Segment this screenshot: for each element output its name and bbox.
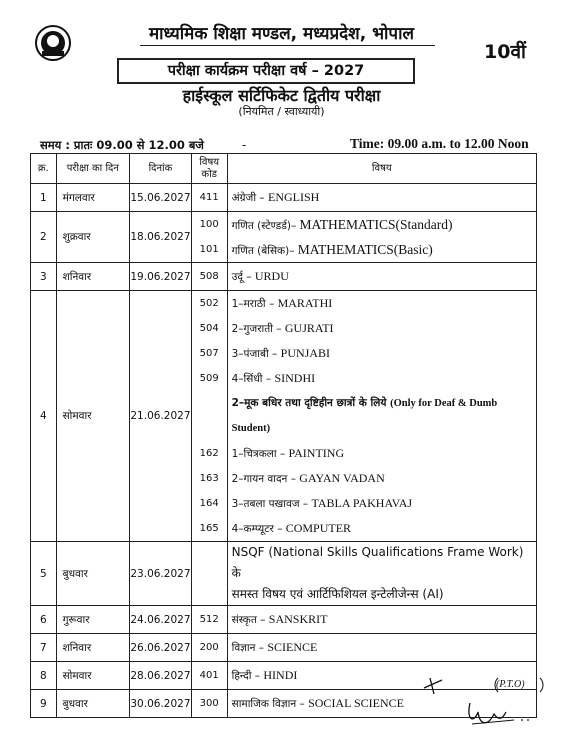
row-date: 28.06.2027 — [130, 662, 192, 690]
table-row — [31, 184, 537, 212]
grade-label: 10वीं — [484, 41, 526, 63]
row-subject: 1–चित्रकला – PAINTING — [231, 446, 345, 460]
row-code: 508 — [199, 271, 219, 282]
row-code: 502 — [199, 298, 219, 309]
table-row — [31, 606, 537, 634]
row-subject: हिन्दी – HINDI — [231, 668, 298, 682]
row-subject: समस्त विषय एवं आर्टिफिशियल इन्टेलीजेन्स (AI) — [231, 587, 444, 601]
table-row — [31, 634, 537, 662]
row-day: बुधवार — [56, 690, 129, 718]
row-serial: 5 — [31, 542, 57, 606]
row-serial: 6 — [31, 606, 57, 634]
row-code: 300 — [199, 698, 219, 709]
row-serial: 2 — [31, 212, 57, 263]
row-subject: 2–गायन वादन – GAYAN VADAN — [231, 471, 385, 485]
row-day: सोमवार — [56, 662, 129, 690]
handwritten-signature — [390, 668, 550, 738]
row-day: मंगलवार — [56, 184, 129, 212]
row-subject: 3–पंजाबी – PUNJABI — [231, 346, 330, 360]
row-subject: NSQF (National Skills Qualifications Frame Work) के — [231, 545, 524, 580]
col-subject: विषय — [227, 154, 536, 184]
table-row — [31, 212, 537, 263]
row-day: शनिवार — [56, 263, 129, 291]
row-subject-note: Student) — [231, 423, 271, 434]
time-separator: - — [242, 138, 247, 152]
row-subject: विज्ञान – SCIENCE — [231, 640, 318, 654]
row-subject: सामाजिक विज्ञान – SOCIAL SCIENCE — [231, 696, 404, 710]
row-code: 512 — [199, 614, 219, 625]
row-day: गुरूवार — [56, 606, 129, 634]
time-english: Time: 09.00 a.m. to 12.00 Noon — [350, 136, 529, 151]
row-date: 18.06.2027 — [130, 212, 192, 263]
row-code: 200 — [199, 642, 219, 653]
row-subject: अंग्रेजी – ENGLISH — [231, 190, 320, 204]
time-hindi: समय : प्रातः 09.00 से 12.00 बजे — [40, 138, 204, 152]
row-serial: 7 — [31, 634, 57, 662]
row-day: सोमवार — [56, 291, 129, 542]
row-code: 411 — [199, 192, 219, 203]
row-date: 21.06.2027 — [130, 291, 192, 542]
row-subject: 4–सिंधी – SINDHI — [231, 371, 316, 385]
schedule-title: परीक्षा कार्यक्रम परीक्षा वर्ष – 2027 — [117, 58, 415, 84]
row-serial: 9 — [31, 690, 57, 718]
row-day: शुक्रवार — [56, 212, 129, 263]
row-serial: 8 — [31, 662, 57, 690]
col-date: दिनांक — [130, 154, 192, 184]
row-date: 24.06.2027 — [130, 606, 192, 634]
col-day: परीक्षा का दिन — [56, 154, 129, 184]
row-serial: 1 — [31, 184, 57, 212]
row-subject: 4–कम्प्यूटर – COMPUTER — [231, 521, 352, 535]
row-subject: गणित (बेसिक)– MATHEMATICS(Basic) — [231, 242, 433, 257]
row-code: 164 — [199, 498, 219, 509]
table-header-row — [31, 154, 537, 184]
row-date: 23.06.2027 — [130, 542, 192, 606]
row-code: 100 — [199, 219, 219, 230]
row-subject: गणित (स्टेण्डर्ड)– MATHEMATICS(Standard) — [231, 217, 453, 232]
row-subject: उर्दू – URDU — [231, 269, 289, 283]
table-row — [31, 263, 537, 291]
row-day: शनिवार — [56, 634, 129, 662]
row-subject: 2–गुजराती – GUJRATI — [231, 321, 334, 335]
pto-note: (P.T.O) — [496, 679, 525, 690]
col-serial: क्र. — [31, 154, 57, 184]
table-row — [31, 291, 537, 542]
row-date: 19.06.2027 — [130, 263, 192, 291]
table-row — [31, 542, 537, 606]
row-subject: 3–तबला पखावज – TABLA PAKHAVAJ — [231, 496, 413, 510]
board-name: माध्यमिक शिक्षा मण्डल, मध्यप्रदेश, भोपाल — [148, 24, 415, 44]
exam-title: हाईस्कूल सर्टिफिकेट द्वितीय परीक्षा — [182, 86, 381, 105]
row-subject: संस्कृत – SANSKRIT — [231, 612, 328, 626]
row-serial: 4 — [31, 291, 57, 542]
row-code: 507 — [199, 348, 219, 359]
row-date: 15.06.2027 — [130, 184, 192, 212]
row-code: 101 — [199, 244, 219, 255]
row-serial: 3 — [31, 263, 57, 291]
exam-schedule-table — [30, 153, 537, 718]
row-code: 163 — [199, 473, 219, 484]
row-day: बुधवार — [56, 542, 129, 606]
row-code: 401 — [199, 670, 219, 681]
row-code: 165 — [199, 523, 219, 534]
row-subject-note: 2–मूक बधिर तथा दृष्टिहीन छात्रों के लिये (Only for Deaf & Dumb — [231, 397, 498, 409]
row-subject: 1–मराठी – MARATHI — [231, 296, 333, 310]
col-code: विषय कोड — [191, 154, 227, 184]
exam-type: (नियमित / स्वाध्यायी) — [238, 105, 325, 118]
row-code: 509 — [199, 373, 219, 384]
row-code: 504 — [199, 323, 219, 334]
row-code: 162 — [199, 448, 219, 459]
row-date: 26.06.2027 — [130, 634, 192, 662]
row-date: 30.06.2027 — [130, 690, 192, 718]
board-underline — [140, 45, 435, 46]
